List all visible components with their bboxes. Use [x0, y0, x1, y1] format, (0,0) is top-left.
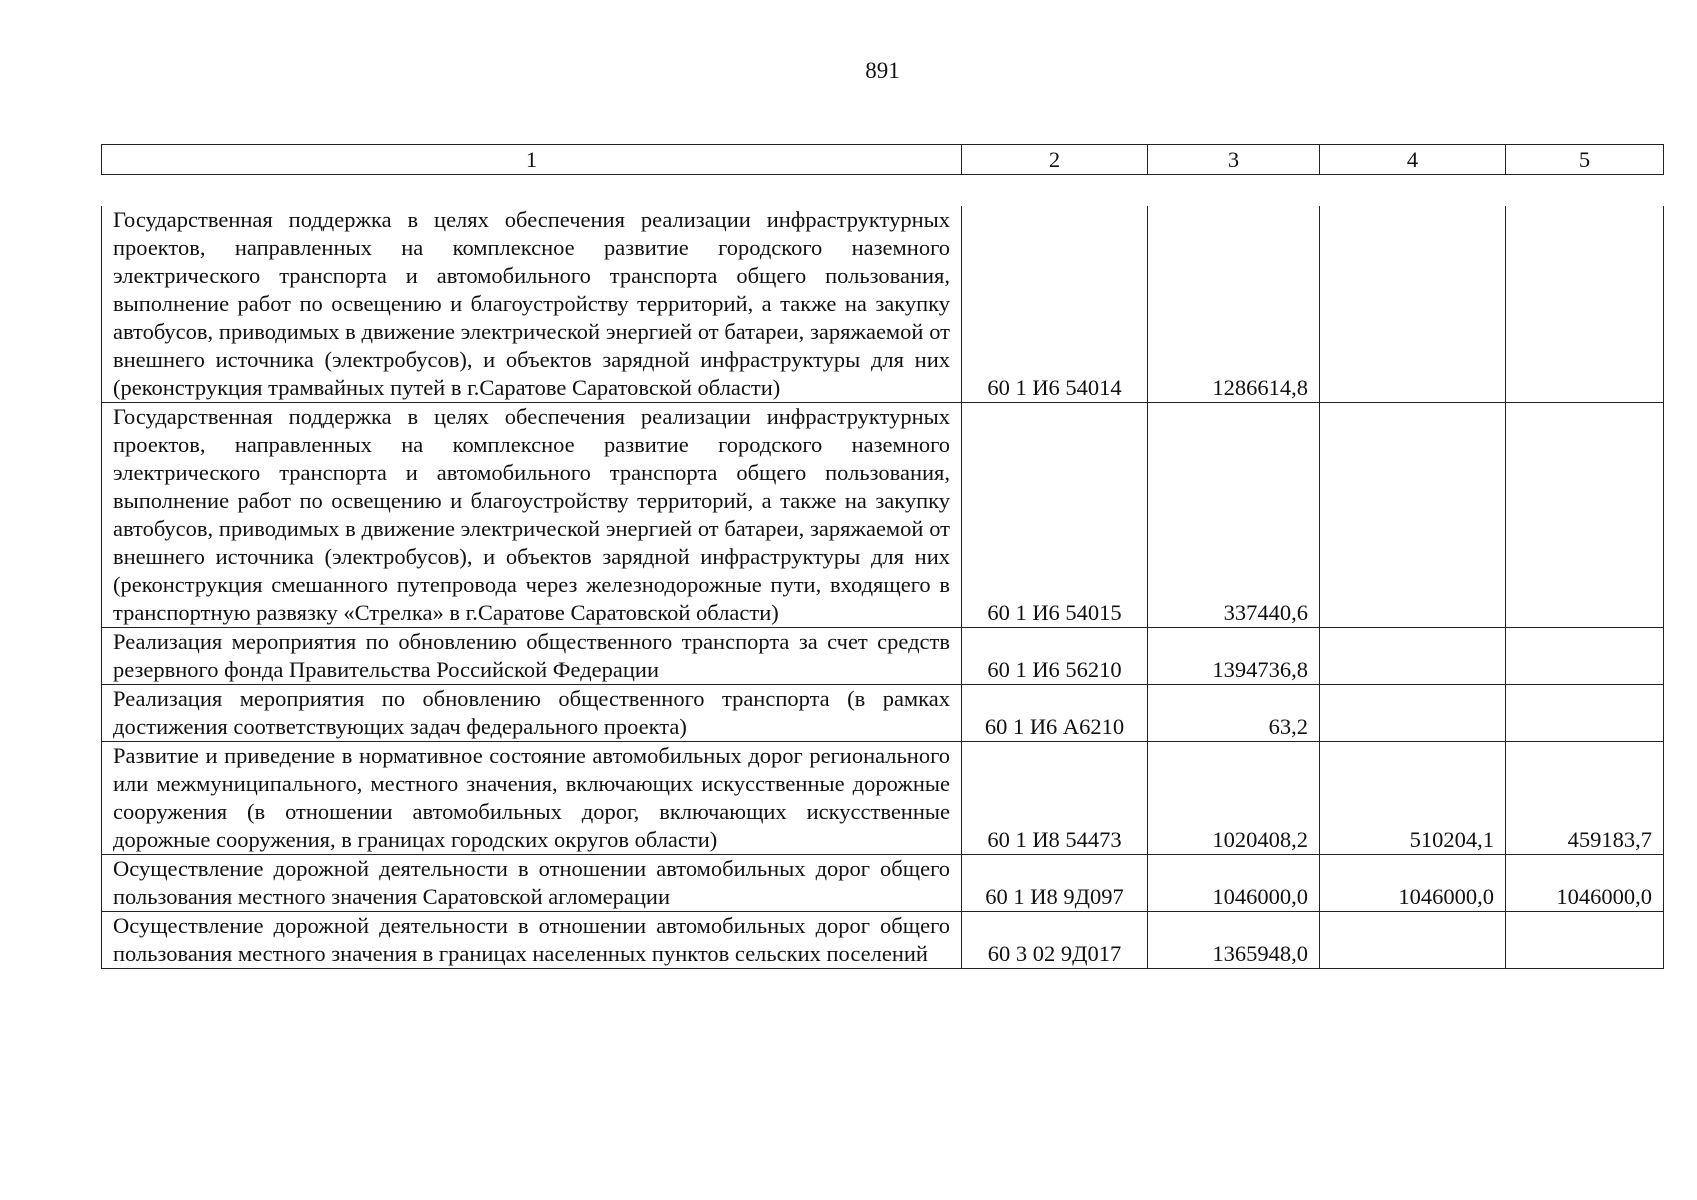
- row-value-3: 1394736,8: [1148, 628, 1320, 685]
- row-value-4: [1320, 628, 1506, 685]
- table-row: [102, 206, 1664, 403]
- row-name: Государственная поддержка в целях обеспечения реализации инфраструктурных проектов, направленных на комплексное развитие городского наземного электрического транспорта и автомобильного транспорта общего пользования, выполнение работ по освещению и благоустройству территорий, а также на закупку автобусов, приводимых в движение электрической энергией от батареи, заряжаемой от внешнего источника (электробусов), и объектов зарядной инфраструктуры для них (реконструкция смешанного путепровода через железнодорожные пути, входящего в транспортную развязку «Стрелка» в г.Саратове Саратовской области): [102, 403, 962, 628]
- table-row: [102, 403, 1664, 628]
- row-value-3: 63,2: [1148, 685, 1320, 742]
- row-value-3: 1286614,8: [1148, 206, 1320, 403]
- row-value-5: [1506, 685, 1664, 742]
- header-col-3: 3: [1148, 145, 1320, 175]
- row-code: 60 1 И6 54014: [962, 206, 1148, 403]
- row-value-5: [1506, 206, 1664, 403]
- row-code: 60 3 02 9Д017: [962, 912, 1148, 969]
- row-value-5: [1506, 403, 1664, 628]
- row-value-3: 1020408,2: [1148, 742, 1320, 855]
- row-name: Развитие и приведение в нормативное состояние автомобильных дорог регионального или межмуниципального, местного значения, включающих искусственные дорожные сооружения (в отношении автомобильных дорог, включающих искусственные дорожные сооружения, в границах городских округов области): [102, 742, 962, 855]
- row-value-4: [1320, 403, 1506, 628]
- row-value-4: [1320, 912, 1506, 969]
- row-value-4: [1320, 206, 1506, 403]
- row-value-5: [1506, 912, 1664, 969]
- row-value-4: [1320, 685, 1506, 742]
- row-value-3: 1365948,0: [1148, 912, 1320, 969]
- row-name: Осуществление дорожной деятельности в отношении автомобильных дорог общего пользования местного значения в границах населенных пунктов сельских поселений: [102, 912, 962, 969]
- table-row: [102, 742, 1664, 855]
- row-value-4: 1046000,0: [1320, 855, 1506, 912]
- table-row: [102, 912, 1664, 969]
- header-col-2: 2: [962, 145, 1148, 175]
- header-col-5: 5: [1506, 145, 1664, 175]
- row-name: Осуществление дорожной деятельности в отношении автомобильных дорог общего пользования местного значения Саратовской агломерации: [102, 855, 962, 912]
- row-code: 60 1 И8 9Д097: [962, 855, 1148, 912]
- row-code: 60 1 И6 А6210: [962, 685, 1148, 742]
- table-row: [102, 685, 1664, 742]
- table-row: [102, 855, 1664, 912]
- column-number-header: [101, 144, 1664, 175]
- budget-table: [101, 206, 1664, 969]
- header-col-1: 1: [102, 145, 962, 175]
- header-col-4: 4: [1320, 145, 1506, 175]
- page-number: 891: [865, 58, 900, 83]
- row-value-5: 1046000,0: [1506, 855, 1664, 912]
- row-name: Реализация мероприятия по обновлению общественного транспорта (в рамках достижения соответствующих задач федерального проекта): [102, 685, 962, 742]
- header-row: [102, 145, 1664, 175]
- row-code: 60 1 И8 54473: [962, 742, 1148, 855]
- row-value-3: 1046000,0: [1148, 855, 1320, 912]
- row-name: Государственная поддержка в целях обеспечения реализации инфраструктурных проектов, направленных на комплексное развитие городского наземного электрического транспорта и автомобильного транспорта общего пользования, выполнение работ по освещению и благоустройству территорий, а также на закупку автобусов, приводимых в движение электрической энергией от батареи, заряжаемой от внешнего источника (электробусов), и объектов зарядной инфраструктуры для них (реконструкция трамвайных путей в г.Саратове Саратовской области): [102, 206, 962, 403]
- row-code: 60 1 И6 56210: [962, 628, 1148, 685]
- row-name: Реализация мероприятия по обновлению общественного транспорта за счет средств резервного фонда Правительства Российской Федерации: [102, 628, 962, 685]
- row-value-5: [1506, 628, 1664, 685]
- row-code: 60 1 И6 54015: [962, 403, 1148, 628]
- row-value-5: 459183,7: [1506, 742, 1664, 855]
- row-value-3: 337440,6: [1148, 403, 1320, 628]
- row-value-4: 510204,1: [1320, 742, 1506, 855]
- table-row: [102, 628, 1664, 685]
